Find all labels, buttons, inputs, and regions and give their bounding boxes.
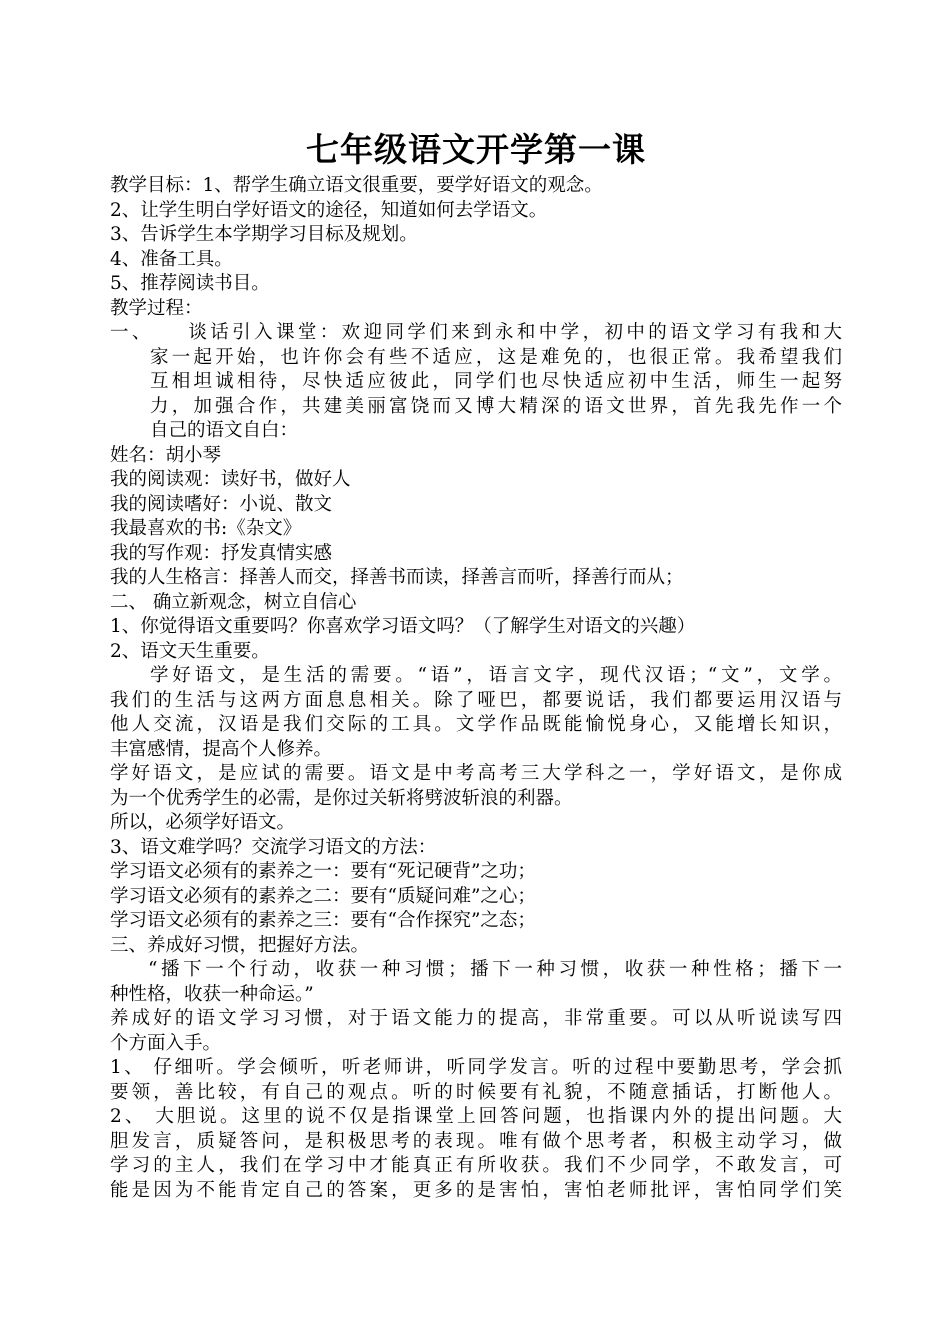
paragraph-line: 3、告诉学生本学期学习目标及规划。: [110, 224, 418, 245]
paragraph-line: 能是因为不能肯定自己的答案，更多的是害怕，害怕老师批评，害怕同学们笑: [110, 1179, 842, 1201]
paragraph-line: 教学目标：1、帮学生确立语文很重要，要学好语文的观念。: [110, 175, 603, 196]
paragraph-line: 1、 仔细听。学会倾听，听老师讲，听同学发言。听的过程中要勤思考，学会抓: [110, 1057, 842, 1078]
paragraph-line: 胆发言，质疑答问，是积极思考的表现。唯有做个思考者，积极主动学习，做: [110, 1130, 842, 1152]
paragraph-line: 我的人生格言：择善人而交，择善书而读，择善言而听，择善行而从；: [110, 567, 684, 588]
paragraph-line: 5、推荐阅读书目。: [110, 273, 270, 294]
paragraph-line: 我最喜欢的书:《杂文》: [110, 518, 302, 539]
paragraph-line: 学习语文必须有的素养之三：要有“合作探究”之态；: [110, 910, 536, 931]
paragraph-line: 1、你觉得语文重要吗？你喜欢学习语文吗？（了解学生对语文的兴趣）: [110, 616, 696, 637]
paragraph-line: 2、语文天生重要。: [110, 640, 270, 662]
paragraph-line: 教学过程：: [110, 297, 203, 319]
paragraph-line: 学好语文，是生活的需要。“语”，语言文字，现代汉语；“文”，文学。: [150, 665, 842, 686]
paragraph-line: 所以，必须学好语文。: [110, 812, 296, 833]
paragraph-line: 二、 确立新观念，树立自信心: [110, 591, 357, 613]
paragraph-line: 学习语文必须有的素养之二：要有“质疑问难”之心；: [110, 885, 536, 907]
paragraph-line: 3、语文难学吗？交流学习语文的方法：: [110, 836, 437, 858]
paragraph-line: 养成好的语文学习习惯，对于语文能力的提高，非常重要。可以从听说读写四: [110, 1008, 842, 1029]
paragraph-line: 种性格，收获一种命运。”: [110, 983, 314, 1005]
paragraph-line: 为一个优秀学生的必需，是你过关斩将劈波斩浪的利器。: [110, 787, 573, 809]
paragraph-line: 自己的语文自白：: [150, 420, 299, 441]
paragraph-line: 姓名：胡小琴: [110, 444, 222, 466]
paragraph-line: 我的阅读观：读好书，做好人: [110, 469, 351, 490]
paragraph-line: 学习的主人，我们在学习中才能真正有所收获。我们不少同学，不敢发言，可: [110, 1155, 842, 1176]
paragraph-line: 学好语文，是应试的需要。语文是中考高考三大学科之一，学好语文，是你成: [110, 763, 842, 784]
document-page: [110, 128, 842, 1203]
paragraph-line: 我的阅读嗜好：小说、散文: [110, 493, 333, 515]
paragraph-line: 要领，善比较，有自己的观点。听的时候要有礼貌，不随意插话，打断他人。: [110, 1081, 842, 1103]
paragraph-line: 我们的生活与这两方面息息相关。除了哑巴，都要说话，我们都要运用汉语与: [110, 689, 842, 711]
paragraph-line: 2、 大胆说。这里的说不仅是指课堂上回答问题，也指课内外的提出问题。大: [110, 1106, 842, 1127]
paragraph-line: 个方面入手。: [110, 1032, 222, 1054]
paragraph-line: 三、养成好习惯，把握好方法。: [110, 934, 370, 956]
paragraph-line: 家一起开始，也许你会有些不适应，这是难免的，也很正常。我希望我们: [150, 346, 842, 368]
document-body: [110, 174, 842, 1203]
paragraph-line: 4、准备工具。: [110, 248, 233, 270]
paragraph-line: 2、让学生明白学好语文的途径，知道如何去学语文。: [110, 199, 548, 221]
paragraph-line: 他人交流，汉语是我们交际的工具。文学作品既能愉悦身心，又能增长知识，: [110, 714, 842, 735]
paragraph-line: 学习语文必须有的素养之一：要有“死记硬背”之功；: [110, 861, 536, 882]
paragraph-line: “播下一个行动，收获一种习惯；播下一种习惯，收获一种性格；播下一: [148, 959, 842, 980]
paragraph-line: 我的写作观：抒发真情实感: [110, 542, 333, 564]
paragraph-line: 一、 谈话引入课堂：欢迎同学们来到永和中学，初中的语文学习有我和大: [110, 322, 842, 343]
paragraph-line: 丰富感情，提高个人修养。: [110, 738, 333, 760]
document-title: 七年级语文开学第一课: [306, 130, 646, 169]
paragraph-line: 力，加强合作，共建美丽富饶而又博大精深的语文世界，首先我先作一个: [150, 395, 842, 417]
paragraph-line: 互相坦诚相待，尽快适应彼此，同学们也尽快适应初中生活，师生一起努: [150, 371, 842, 392]
